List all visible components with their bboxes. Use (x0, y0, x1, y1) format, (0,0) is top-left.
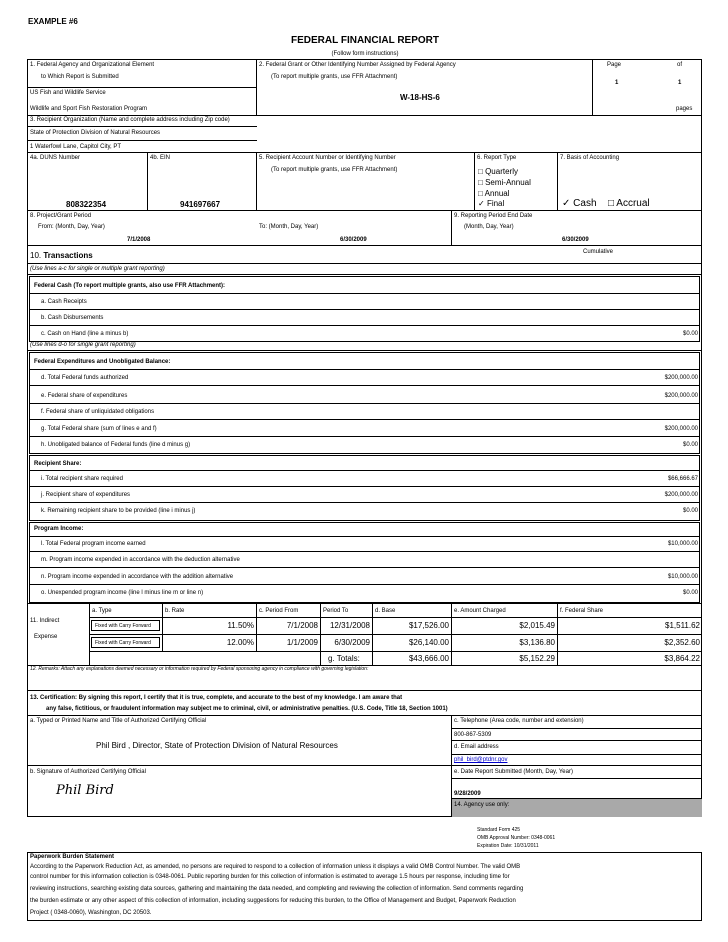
f7-label: 7. Basis of Accounting (560, 155, 620, 161)
line-value[interactable]: $10,000.00 (667, 541, 698, 547)
line-rule (29, 385, 700, 386)
line-rule (29, 325, 700, 326)
line-label: l. Total Federal program income earned (41, 541, 146, 547)
line-rule (29, 403, 700, 404)
report-type-quarterly[interactable] (478, 168, 518, 176)
page-number: 1 (615, 80, 619, 86)
report-type-semiannual[interactable] (478, 179, 531, 187)
fa-value[interactable]: Phil Bird , Director, State of Protection Division of Natural Resources (96, 741, 338, 750)
f12-remarks[interactable]: 12. Remarks: Attach any explanations deemed necessary or information required by Federal sponsoring agency in compliance with governing legislation: (30, 666, 369, 672)
accounting-cash[interactable] (562, 199, 597, 209)
f3-label: 3. Recipient Organization (Name and complete address including Zip code) (30, 117, 230, 123)
f11-h-fed: f. Federal Share (560, 608, 604, 614)
line-rule (29, 309, 700, 310)
line-value[interactable]: $66,666.67 (667, 476, 698, 482)
pages-label: pages (676, 106, 693, 112)
f9-label: 9. Reporting Period End Date (454, 213, 533, 219)
f1-value2[interactable]: Wildlife and Sport Fish Restoration Program (30, 106, 148, 112)
report-type-final[interactable] (478, 200, 504, 208)
f11-r1-rate[interactable]: 11.50% (227, 621, 254, 630)
line-label: d. Total Federal funds authorized (41, 375, 129, 381)
note-a-c: (Use lines a-c for single or multiple grant reporting) (30, 266, 165, 272)
line-label: i. Total recipient share required (41, 476, 123, 482)
f11-r2-base[interactable]: $26,140.00 (408, 638, 449, 647)
f9-value[interactable]: 6/30/2009 (562, 237, 589, 243)
section-rule (29, 369, 700, 370)
accounting-accrual[interactable] (608, 199, 650, 209)
f5-label: 5. Recipient Account Number or Identifying Number (259, 155, 396, 161)
f11-label2: Expense (34, 634, 58, 640)
f13-line2: any false, fictitious, or fraudulent information may subject me to criminal, civil, or administrative penalties. (U.S. Code, Title 18, Section 1001) (46, 706, 448, 712)
report-type-annual[interactable] (478, 190, 510, 198)
f11-r1-amt[interactable]: $2,015.49 (519, 621, 555, 630)
f14-label: 14. Agency use only: (454, 802, 510, 808)
f4b-label: 4b. EIN (150, 155, 171, 161)
f11-r1-base[interactable]: $17,526.00 (408, 621, 449, 630)
check-icon: ✓ (562, 198, 571, 209)
f11-h-to: Period To (323, 608, 349, 614)
f3-line2[interactable]: 1 Waterfowl Lane, Capitol City, PT (30, 144, 122, 150)
example-label: EXAMPLE #6 (28, 17, 78, 26)
line-value[interactable]: $200,000.00 (664, 492, 698, 498)
f11-h-type: a. Type (92, 608, 112, 614)
f8-label: 8. Project/Grant Period (30, 213, 92, 219)
f8-from: From: (Month, Day, Year) (38, 224, 105, 230)
opt-label: Quarterly (485, 167, 518, 176)
pbs-title: Paperwork Burden Statement (30, 854, 115, 860)
f5-label2: (To report multiple grants, use FFR Attachment) (271, 167, 398, 173)
f11-total-fed: $3,864.22 (664, 654, 700, 663)
line-rule (29, 584, 700, 585)
section-rule (29, 536, 700, 537)
f11-r2-amt[interactable]: $3,136.80 (519, 638, 555, 647)
f11-r2-rate[interactable]: 12.00% (226, 638, 254, 647)
line-label: k. Remaining recipient share to be provided (line i minus j) (41, 508, 196, 514)
f2-label2: (To report multiple grants, use FFR Attachment) (271, 74, 398, 80)
note-d-o: (Use lines d-o for single grant reporting) (30, 342, 136, 348)
pbs-line: According to the Paperwork Reduction Act, as amended, no persons are required to respond to a collection of information unless it displays a valid OMB Control Number. The valid OMB (30, 864, 521, 870)
checkbox-icon: □ (478, 167, 483, 176)
form-subtitle: (Follow form instructions) (331, 51, 399, 57)
program-heading: Program Income: (34, 526, 84, 532)
pbs-line: control number for this information collection is 0348-0061. Public reporting burden for this collection of information is estimated to average 1.5 hours per response, including time for (30, 874, 510, 880)
pbs-line: the burden estimate or any other aspect of this collection of information, including suggestions for reducing this burden, to the Office of Management and Budget, Paperwork Reduction (30, 898, 516, 904)
line-rule (29, 502, 700, 503)
sf-line1: Standard Form 425 (477, 827, 521, 833)
checkbox-icon: □ (478, 189, 483, 198)
f4a-value[interactable]: 808322354 (66, 200, 107, 209)
fd-label: d. Email address (454, 744, 499, 750)
f9-label2: (Month, Day, Year) (464, 224, 514, 230)
line-rule (29, 436, 700, 437)
accrual-label: Accrual (616, 198, 650, 209)
line-rule (29, 486, 700, 487)
f8-to: To: (Month, Day, Year) (259, 224, 319, 230)
line-label: e. Federal share of expenditures (41, 393, 128, 399)
f1-label2: to Which Report is Submitted (41, 74, 119, 80)
sf-line3: Expiration Date: 10/31/2011 (477, 843, 539, 849)
line-value[interactable]: $0.00 (682, 590, 698, 596)
checkbox-icon: □ (478, 178, 483, 187)
f4a-label: 4a. DUNS Number (30, 155, 81, 161)
section-rule (29, 470, 700, 471)
f11-label: 11. Indirect (30, 618, 60, 624)
line-label: j. Recipient share of expenditures (41, 492, 131, 498)
federal-exp-heading: Federal Expenditures and Unobligated Balance: (34, 359, 171, 365)
line-rule (29, 419, 700, 420)
line-label: b. Cash Disbursements (41, 315, 104, 321)
fe-label: e. Date Report Submitted (Month, Day, Year) (454, 769, 573, 775)
line-value[interactable]: $0.00 (682, 331, 698, 337)
line-value[interactable]: $200,000.00 (664, 375, 698, 381)
f11-h-base: d. Base (375, 608, 396, 614)
line-value[interactable]: $200,000.00 (664, 426, 698, 432)
line-value[interactable]: $0.00 (682, 442, 698, 448)
line-label: g. Total Federal share (sum of lines e and f) (41, 426, 157, 432)
f11-h-from: c. Period From (259, 608, 299, 614)
sf-line2: OMB Approval Number: 0348-0061 (477, 835, 556, 841)
fe-value[interactable]: 9/28/2009 (454, 791, 481, 797)
line-label: c. Cash on Hand (line a minus b) (41, 331, 129, 337)
f11-total-amt: $5,152.29 (519, 654, 555, 663)
form-title: FEDERAL FINANCIAL REPORT (291, 35, 439, 46)
f8-from-value[interactable]: 7/1/2008 (127, 237, 151, 243)
opt-label: Final (486, 199, 505, 208)
f8-to-value[interactable]: 6/30/2009 (340, 237, 367, 243)
federal-cash-heading: Federal Cash (To report multiple grants, also use FFR Attachment): (34, 283, 226, 289)
cash-label: Cash (573, 198, 597, 209)
line-rule (29, 551, 700, 552)
f11-r2-fed[interactable]: $2,352.60 (664, 638, 700, 647)
fc-label: c. Telephone (Area code, number and extension) (454, 718, 584, 724)
f11-total-base: $43,666.00 (408, 654, 449, 663)
checkbox-icon: □ (608, 198, 615, 209)
f10-num: 10. (30, 251, 42, 260)
f11-r1-to[interactable]: 12/31/2008 (329, 621, 370, 630)
line-value[interactable]: $0.00 (682, 508, 698, 514)
recipient-heading: Recipient Share: (34, 461, 82, 467)
f11-totals-label: g. Totals: (328, 654, 360, 663)
line-label: f. Federal share of unliquidated obligations (41, 409, 155, 415)
page-label: Page (607, 62, 622, 68)
f10-label (30, 252, 93, 260)
f11-r2-from[interactable]: 1/1/2009 (286, 638, 318, 647)
fb-label: b. Signature of Authorized Certifying Official (30, 769, 146, 775)
pbs-line: reviewing instructions, searching existing data sources, gathering and maintaining the data needed, and completing and reviewing the collection of information. Send comments regarding (30, 886, 524, 892)
fd-value[interactable]: phil_bird@ptdnr.gov (454, 757, 508, 763)
f11-h-amt: e. Amount Charged (454, 608, 506, 614)
f11-r2-to[interactable]: 6/30/2009 (334, 638, 370, 647)
line-value[interactable]: $200,000.00 (664, 393, 698, 399)
f11-r2-type: Fixed with Carry Forward (95, 640, 151, 646)
line-label: o. Unexpended program income (line l minus line m or line n) (41, 590, 204, 596)
line-label: n. Program income expended in accordance with the addition alternative (41, 574, 234, 580)
line-value[interactable]: $10,000.00 (667, 574, 698, 580)
line-rule (29, 567, 700, 568)
f1-label: 1. Federal Agency and Organizational Element (30, 62, 155, 68)
f2-label: 2. Federal Grant or Other Identifying Number Assigned by Federal Agency (259, 62, 456, 68)
f10-title: Transactions (43, 251, 93, 260)
cumulative-label: Cumulative (583, 249, 614, 255)
opt-label: Semi-Annual (485, 178, 531, 187)
f11-r1-from[interactable]: 7/1/2008 (286, 621, 318, 630)
f3-line1[interactable]: State of Protection Division of Natural Resources (30, 130, 161, 136)
f6-label: 6. Report Type (477, 155, 517, 161)
fa-label: a. Typed or Printed Name and Title of Authorized Certifying Official (30, 718, 207, 724)
f11-h-rate: b. Rate (165, 608, 185, 614)
fc-value[interactable]: 800-867-5309 (454, 732, 492, 738)
line-label: m. Program income expended in accordance with the deduction alternative (41, 557, 240, 563)
check-icon: ✓ (478, 199, 485, 208)
signature[interactable]: Phil Bird (56, 783, 114, 798)
line-label: a. Cash Receipts (41, 299, 87, 305)
f13-line1: 13. Certification: By signing this report, I certify that it is true, complete, and accurate to the best of my knowledge. I am aware that (30, 695, 403, 701)
page-total: 1 (678, 80, 682, 86)
f1-value[interactable]: US Fish and Wildlife Service (30, 90, 106, 96)
page-of: of (677, 62, 683, 68)
f11-r1-fed[interactable]: $1,511.62 (665, 621, 700, 630)
pbs-line: Project ( 0348-0060), Washington, DC 20503. (30, 910, 152, 916)
f4b-value[interactable]: 941697667 (180, 200, 221, 209)
f11-r1-type: Fixed with Carry Forward (95, 623, 151, 629)
f2-value[interactable]: W-18-HS-6 (400, 93, 440, 102)
line-label: h. Unobligated balance of Federal funds (line d minus g) (41, 442, 191, 448)
opt-label: Annual (484, 189, 510, 198)
